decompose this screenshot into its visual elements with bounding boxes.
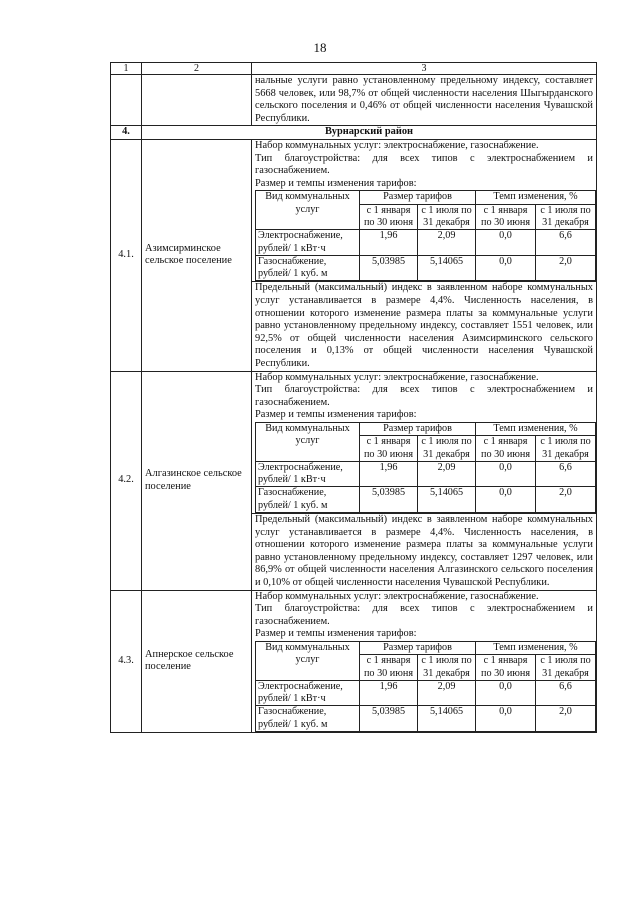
tariff-value-1: 1,96 — [360, 680, 418, 706]
service-type-header: Вид коммунальных услуг — [256, 422, 360, 461]
rate-value-2: 2,0 — [536, 487, 596, 513]
district-name: Вурнарский район — [142, 126, 597, 140]
rate-value-2: 6,6 — [536, 461, 596, 487]
rate-value-1: 0,0 — [476, 255, 536, 281]
rate-value-1: 0,0 — [476, 706, 536, 732]
tariffs-caption: Размер и темпы изменения тарифов: — [255, 177, 417, 189]
tariff-row — [256, 255, 596, 281]
tariff-size-header: Размер тарифов — [360, 191, 476, 204]
tariff-table — [255, 641, 596, 732]
rate-value-1: 0,0 — [476, 487, 536, 513]
rate-value-2: 6,6 — [536, 680, 596, 706]
settlement-number: 4.2. — [111, 371, 142, 590]
rate-value-1: 0,0 — [476, 461, 536, 487]
page-number: 18 — [313, 40, 327, 55]
period-header-4: с 1 июля по 31 декабря — [536, 436, 596, 462]
tariff-value-2: 5,14065 — [418, 487, 476, 513]
improvement-type: Тип благоустройства: для всех типов с электроснабжением и газоснабжением. — [255, 152, 593, 177]
settlement-name: Алгазинское сельское поселение — [142, 371, 252, 590]
index-note: Предельный (максимальный) индекс в заявленном наборе коммунальных услуг устанавливается в размере 4,4%. Численность населения, в отношении которого изменение размера платы за коммунальные услуги равно установленному предельному индексу, составляет 1551 человек, или 92,5% от общей численности населения Азимсирминского сельского поселения и 0,13% от общей численности населения Чувашской Республики. — [252, 281, 596, 370]
tariff-value-2: 2,09 — [418, 461, 476, 487]
continuation-text: нальные услуги равно установленному предельному индексу, составляет 5668 человек, или 98,7% от общей численности населения Шыгырданского сельского поселения и 0,46% от общей численности населения Чувашской Республики. — [252, 75, 597, 126]
service-type-header: Вид коммунальных услуг — [256, 191, 360, 230]
service-type-header: Вид коммунальных услуг — [256, 641, 360, 680]
period-header-1: с 1 января по 30 июня — [360, 204, 418, 230]
rate-value-1: 0,0 — [476, 680, 536, 706]
column-header-2: 2 — [142, 63, 252, 75]
tariffs-caption: Размер и темпы изменения тарифов: — [255, 628, 417, 640]
tariff-value-1: 5,03985 — [360, 706, 418, 732]
tariff-value-1: 1,96 — [360, 230, 418, 256]
rate-change-header: Темп изменения, % — [476, 191, 596, 204]
tariff-value-1: 5,03985 — [360, 487, 418, 513]
tariff-table — [255, 190, 596, 281]
settlement-rows — [111, 139, 597, 732]
district-number: 4. — [111, 126, 142, 140]
service-name: Электроснабжение, рублей/ 1 кВт·ч — [256, 230, 360, 256]
period-header-3: с 1 января по 30 июня — [476, 655, 536, 681]
column-header-3: 3 — [252, 63, 597, 75]
rate-value-2: 6,6 — [536, 230, 596, 256]
services-set: Набор коммунальных услуг: электроснабжение, газоснабжение. — [255, 139, 539, 151]
tariff-size-header: Размер тарифов — [360, 422, 476, 435]
service-name: Электроснабжение, рублей/ 1 кВт·ч — [256, 680, 360, 706]
service-name: Газоснабжение, рублей/ 1 куб. м — [256, 487, 360, 513]
period-header-2: с 1 июля по 31 декабря — [418, 655, 476, 681]
service-name: Электроснабжение, рублей/ 1 кВт·ч — [256, 461, 360, 487]
tariff-row — [256, 230, 596, 256]
settlement-name: Азимсирминское сельское поселение — [142, 139, 252, 371]
settlement-name: Апнерское сельское поселение — [142, 590, 252, 732]
continuation-row — [111, 75, 597, 126]
period-header-4: с 1 июля по 31 декабря — [536, 655, 596, 681]
tariff-value-2: 5,14065 — [418, 255, 476, 281]
tariff-value-2: 2,09 — [418, 680, 476, 706]
column-header-1: 1 — [111, 63, 142, 75]
services-set: Набор коммунальных услуг: электроснабжение, газоснабжение. — [255, 590, 539, 602]
period-header-1: с 1 января по 30 июня — [360, 655, 418, 681]
period-header-2: с 1 июля по 31 декабря — [418, 204, 476, 230]
period-header-3: с 1 января по 30 июня — [476, 436, 536, 462]
improvement-type: Тип благоустройства: для всех типов с электроснабжением и газоснабжением. — [255, 603, 593, 627]
period-header-1: с 1 января по 30 июня — [360, 436, 418, 462]
tariff-table — [255, 422, 596, 513]
period-header-3: с 1 января по 30 июня — [476, 204, 536, 230]
services-set: Набор коммунальных услуг: электроснабжение, газоснабжение. — [255, 371, 539, 383]
tariff-size-header: Размер тарифов — [360, 641, 476, 654]
tariff-value-2: 5,14065 — [418, 706, 476, 732]
improvement-type: Тип благоустройства: для всех типов с электроснабжением и газоснабжением. — [255, 384, 593, 408]
period-header-4: с 1 июля по 31 декабря — [536, 204, 596, 230]
tariff-value-1: 5,03985 — [360, 255, 418, 281]
service-name: Газоснабжение, рублей/ 1 куб. м — [256, 255, 360, 281]
rate-value-2: 2,0 — [536, 706, 596, 732]
service-name: Газоснабжение, рублей/ 1 куб. м — [256, 706, 360, 732]
district-row — [111, 126, 597, 140]
settlement-number: 4.3. — [111, 590, 142, 732]
settlement-row — [111, 139, 597, 371]
tariff-row — [256, 487, 596, 513]
column-header-row — [111, 63, 597, 75]
settlement-row — [111, 590, 597, 732]
settlement-row — [111, 371, 597, 590]
rate-change-header: Темп изменения, % — [476, 422, 596, 435]
tariff-row — [256, 706, 596, 732]
settlement-number: 4.1. — [111, 139, 142, 371]
main-table — [110, 62, 597, 733]
rate-change-header: Темп изменения, % — [476, 641, 596, 654]
tariffs-caption: Размер и темпы изменения тарифов: — [255, 409, 417, 421]
index-note: Предельный (максимальный) индекс в заявленном наборе коммунальных услуг устанавливается в размере 4,4%. Численность населения, в отношении которого изменение размера платы за коммунальные услуги равно установленному предельному индексу, составляет 1297 человек, или 86,9% от общей численности населения Алгазинского сельского поселения и 0,10% от общей численности населения Чувашской Республики. — [252, 513, 596, 590]
tariff-row — [256, 461, 596, 487]
tariff-value-1: 1,96 — [360, 461, 418, 487]
tariff-value-2: 2,09 — [418, 230, 476, 256]
period-header-2: с 1 июля по 31 декабря — [418, 436, 476, 462]
rate-value-2: 2,0 — [536, 255, 596, 281]
tariff-row — [256, 680, 596, 706]
rate-value-1: 0,0 — [476, 230, 536, 256]
